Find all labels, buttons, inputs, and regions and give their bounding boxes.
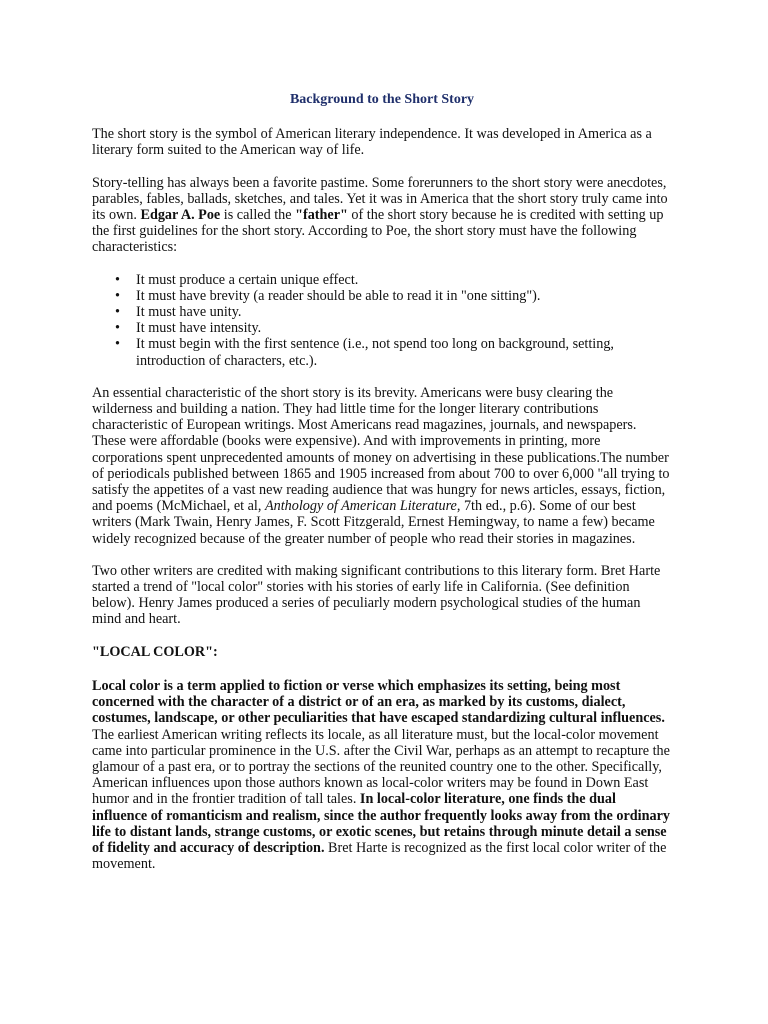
bold-father: "father" bbox=[295, 207, 348, 224]
list-item: • It must begin with the first sentence (i.e., not spend too long on background, setting, introduction of characters, etc.). bbox=[136, 336, 672, 368]
paragraph-brevity bbox=[92, 385, 672, 547]
list-item: • It must produce a certain unique effect. bbox=[136, 272, 672, 288]
text-run: Story-telling has always been a favorite pastime. Some forerunners to the short story were anecdotes, parables, fables, ballads, sketches, and tales. Yet it was in America that the short story truly came into its own. bbox=[92, 174, 668, 224]
paragraph-local-color bbox=[92, 678, 672, 872]
text-run: , 7th ed., p.6). Some of our best writers (Mark Twain, Henry James, F. Scott Fitzgerald, Ernest Hemingway, to name a few) became widely recognized because of the greater number of people who read their stories in magazines. bbox=[92, 498, 655, 547]
document-title: Background to the Short Story bbox=[289, 92, 475, 107]
italic-book-title: Anthology of American Literature bbox=[264, 498, 457, 515]
paragraph-poe bbox=[92, 175, 672, 256]
list-item: • It must have brevity (a reader should be able to read it in "one sitting"). bbox=[136, 288, 672, 304]
text-run: An essential characteristic of the short story is its brevity. Americans were busy clearing the wilderness and building a nation. They had little time for the longer literary contributions characteristic of European writings. Most Americans read magazines, journals, and newspapers. These were affordable (books were expensive). And with improvements in printing, more corporations spent unprecedented amounts of money on advertising in these publications.The number of periodicals published between 1865 and 1905 increased from about 700 to over 6,000 "all trying to satisfy the appetites of a vast new reading audience that was hungry for news articles, essays, fiction, and poems (McMichael, et al, bbox=[92, 384, 670, 515]
text-run: Bret Harte is recognized as the first local color writer of the movement. bbox=[92, 839, 667, 873]
bold-name-poe: Edgar A. Poe bbox=[140, 207, 221, 224]
local-color-heading: "LOCAL COLOR": bbox=[92, 643, 218, 660]
characteristics-list bbox=[92, 272, 672, 369]
text-run: is called the bbox=[220, 207, 296, 224]
bold-dual-influence: In local-color literature, one finds the dual influence of romanticism and realism, since the author frequently looks away from the ordinary life to distant lands, strange customs, or exotic scenes, but retains through minute detail a sense of fidelity and accuracy of description. bbox=[92, 791, 670, 856]
paragraph-other-writers: Two other writers are credited with making significant contributions to this literary form. Bret Harte started a trend of "local color" stories with his stories of early life in California. (See definition below). Henry James produced a series of peculiarly modern psychological studies of the human mind and heart. bbox=[92, 562, 661, 628]
text-run: of the short story because he is credited with setting up the first guidelines for the short story. According to Poe, the short story must have the following characteristics: bbox=[92, 207, 664, 256]
list-item: • It must have unity. bbox=[136, 304, 672, 320]
list-item: • It must have intensity. bbox=[136, 320, 672, 336]
bold-definition: Local color is a term applied to fiction or verse which emphasizes its setting, being most concerned with the character of a district or of an era, as marked by its customs, dialect, costumes, landscape, or other peculiarities that have escaped standardizing cultural influences. bbox=[92, 677, 665, 727]
paragraph-intro: The short story is the symbol of American literary independence. It was developed in America as a literary form suited to the American way of life. bbox=[92, 126, 652, 159]
text-run: The earliest American writing reflects its locale, as all literature must, but the local-color movement came into particular prominence in the U.S. after the Civil War, perhaps as an attempt to recapture the glamour of a past era, or to portray the sections of the reunited country one to the other. Specifically, American influences upon those authors known as local-color writers may be found in Down East humor and in the frontier tradition of tall tales. bbox=[92, 726, 670, 808]
